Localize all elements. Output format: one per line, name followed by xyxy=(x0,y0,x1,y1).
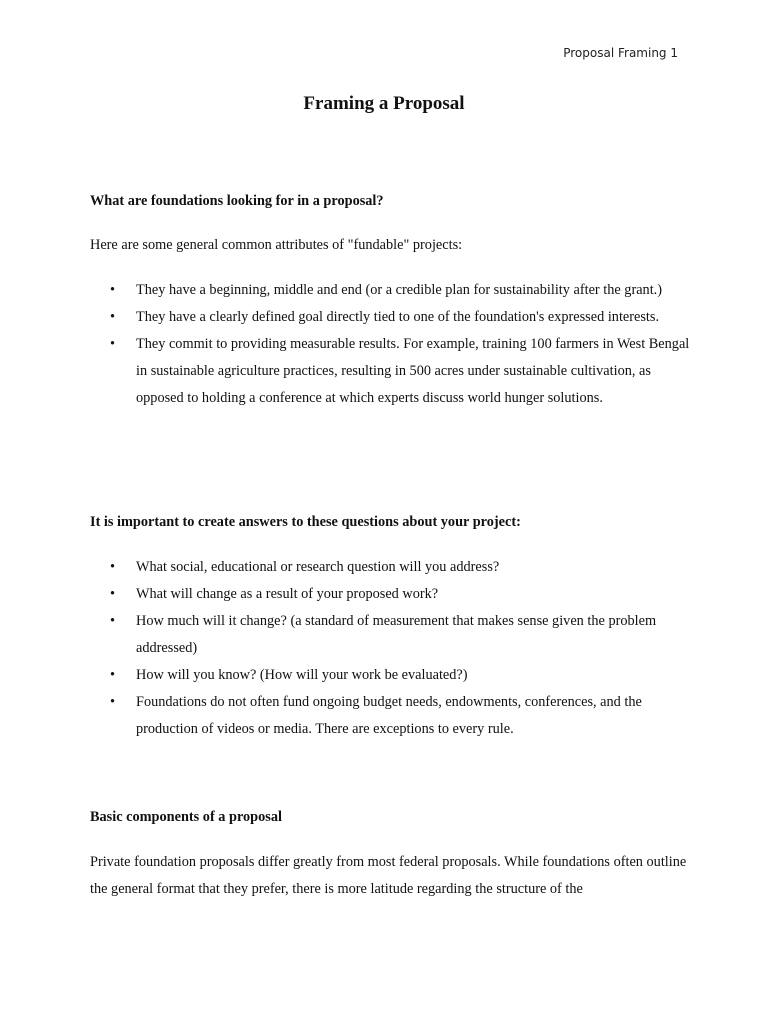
intro-paragraph: Here are some general common attributes of "fundable" projects: xyxy=(90,237,463,253)
list-item: • What will change as a result of your proposed work? xyxy=(90,581,690,608)
page-title: Framing a Proposal xyxy=(303,93,465,114)
list-item: • They commit to providing measurable results. For example, training 100 farmers in West Bengal in sustainable agriculture practices, resulting in 500 acres under sustainable cultivation, as opposed to holding a conference at which experts discuss world hunger solutions. xyxy=(90,331,690,412)
list-item: • Foundations do not often fund ongoing budget needs, endowments, conferences, and the production of videos or media. There are exceptions to every rule. xyxy=(90,689,690,743)
list-item: • How will you know? (How will your work be evaluated?) xyxy=(90,662,690,689)
fundable-attributes-list xyxy=(90,277,690,412)
body-paragraph: Private foundation proposals differ greatly from most federal proposals. While foundations often outline the general format that they prefer, there is more latitude regarding the structure of the xyxy=(90,854,687,897)
list-item: • They have a clearly defined goal directly tied to one of the foundation's expressed interests. xyxy=(90,304,690,331)
list-item: • How much will it change? (a standard of measurement that makes sense given the problem addressed) xyxy=(90,608,690,662)
list-item: • They have a beginning, middle and end (or a credible plan for sustainability after the grant.) xyxy=(90,277,690,304)
running-header: Proposal Framing 1 xyxy=(563,46,678,60)
section-heading-questions: It is important to create answers to these questions about your project: xyxy=(90,514,521,530)
list-item: • What social, educational or research question will you address? xyxy=(90,554,690,581)
section-heading-foundations: What are foundations looking for in a proposal? xyxy=(90,193,384,209)
project-questions-list xyxy=(90,554,690,743)
section-heading-components: Basic components of a proposal xyxy=(90,809,282,825)
